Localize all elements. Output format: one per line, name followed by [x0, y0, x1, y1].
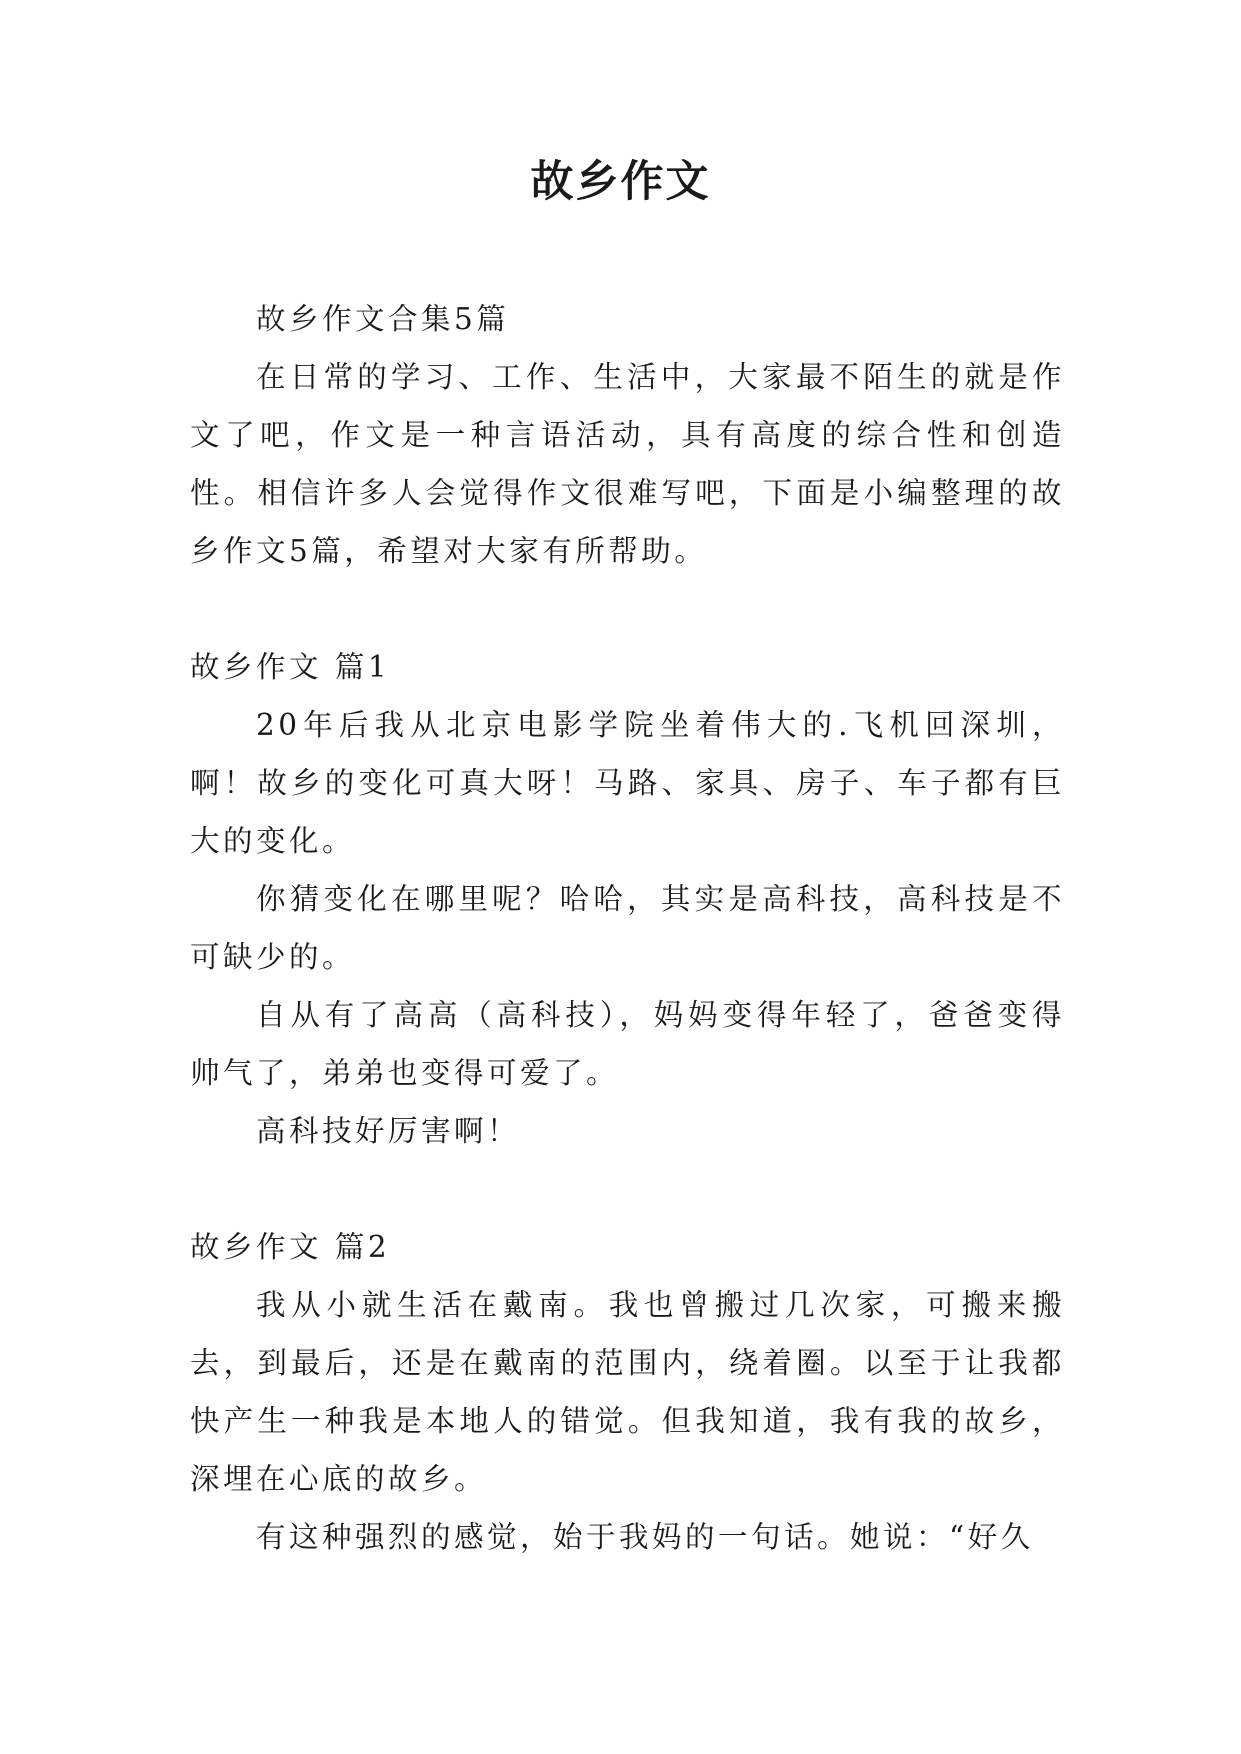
essay-1-heading: 故乡作文 篇1: [190, 650, 391, 684]
essay-1-paragraph-4: 高科技好厉害啊！: [256, 1114, 521, 1148]
essay-1-paragraph-2: 你猜变化在哪里呢？哈哈，其实是高科技，高科技是不可缺少的。: [190, 882, 1065, 974]
document-body: [190, 290, 1065, 1566]
essay-2-paragraph-2: 有这种强烈的感觉，始于我妈的一句话。她说：“好久: [256, 1520, 1034, 1554]
collection-line: 故乡作文合集5篇: [256, 302, 510, 336]
essay-1-paragraph-3: 自从有了高高（高科技），妈妈变得年轻了，爸爸变得帅气了，弟弟也变得可爱了。: [190, 998, 1065, 1090]
intro-paragraph: 在日常的学习、工作、生活中，大家最不陌生的就是作文了吧，作文是一种言语活动，具有高度的综合性和创造性。相信许多人会觉得作文很难写吧，下面是小编整理的故乡作文5篇，希望对大家有所帮助。: [190, 360, 1065, 568]
document-title: 故乡作文: [530, 157, 711, 207]
essay-1-paragraph-1: 20年后我从北京电影学院坐着伟大的.飞机回深圳，啊！故乡的变化可真大呀！马路、家具、房子、车子都有巨大的变化。: [190, 708, 1065, 858]
essay-2-paragraph-1: 我从小就生活在戴南。我也曾搬过几次家，可搬来搬去，到最后，还是在戴南的范围内，绕着圈。以至于让我都快产生一种我是本地人的错觉。但我知道，我有我的故乡，深埋在心底的故乡。: [190, 1288, 1065, 1496]
essay-2-heading: 故乡作文 篇2: [190, 1230, 391, 1264]
